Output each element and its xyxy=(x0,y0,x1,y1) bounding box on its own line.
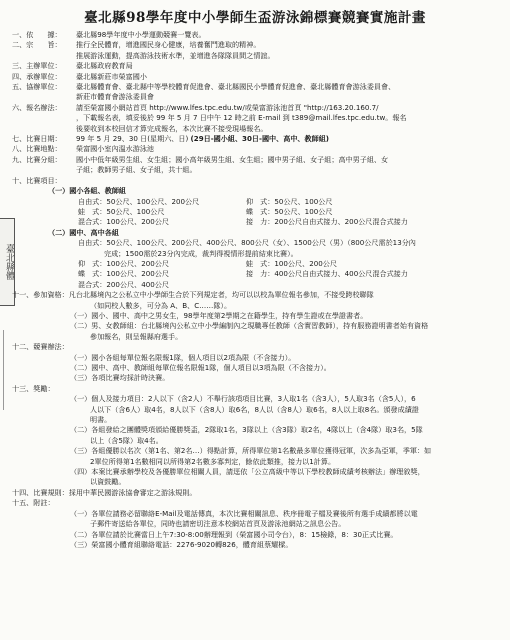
article-label: 七、比賽日期： xyxy=(12,134,62,144)
event-row xyxy=(12,197,504,207)
article-row xyxy=(12,113,504,123)
article-text xyxy=(76,51,504,61)
article-label: 一、依 據： xyxy=(12,30,62,39)
eligibility-sub: （二）男、女教師組：台北縣境內公私立中小學編制內之現職專任教師（含實習教師），持有服務證明書者始有資格 xyxy=(70,321,429,331)
article-row xyxy=(12,144,504,154)
document-title: 臺北縣98學年度中小學師生盃游泳錦標賽競賽實施計畫 xyxy=(84,10,426,26)
article-row xyxy=(12,51,504,61)
article-text xyxy=(76,134,504,144)
document-body xyxy=(12,30,504,550)
event-row xyxy=(12,207,504,217)
awards-label: 十三、獎勵： xyxy=(12,383,55,393)
article-text-body: 國小中低年級男生組、女生組；國小高年級男生組、女生組；國中男子組、女子組；高中男子組、女 xyxy=(76,154,389,164)
awards-sub: （一）個人及接力項目：2人以下（含2人）不舉行該項項目比賽，3人取1名（含3人），5人取3名（含5人），6 xyxy=(70,394,416,404)
regulation-label: 十四、比賽規則： xyxy=(12,487,69,497)
article-label: 六、報名辦法： xyxy=(12,102,62,112)
article-text-emphasis: (29日-國小組、30日-國中、高中、教師組) xyxy=(190,134,330,144)
article-text-body: 請至榮富國小網站首頁 http://www.lfes.tpc.edu.tw/或榮富游泳池首頁 "http://163.20.160.7/ xyxy=(76,102,379,112)
article-text xyxy=(76,176,504,186)
article-text-body: 推行全民體育，增進國民身心健康，培養奮鬥進取的精神。 xyxy=(76,40,261,50)
eligibility-text: 凡台北縣境內之公私立中小學師生合於下列規定者，均可以以校為單位報名參加，不接受跨校聯隊 xyxy=(68,290,374,300)
awards-sub: 2單位所得第1名數相同以所得第2名數多寡判定，餘依此類推，接力以1計算。 xyxy=(90,456,336,466)
rules-sub: （二）國中、高中、教師組每單位報名限報1隊，個人項目以3項為限（不含接力）。 xyxy=(70,363,331,372)
eligibility-sub: （一）國小、國中、高中之男女生，98學年度第2學期之在籍學生，持有學生證或在學證書者。 xyxy=(70,310,368,320)
article-text xyxy=(76,124,504,134)
side-stamp: 臺北縣體 xyxy=(0,218,15,306)
notes-sub: （三）榮富國小體育組聯絡電話：2276-9020轉826，體育組蔡耀樑。 xyxy=(70,539,293,549)
event-cell: 接 力：400公尺自由式接力、400公尺混合式接力 xyxy=(246,269,408,279)
awards-sub: 人以下（含6人）取4名，8人以下（含8人）取6名，8人以（含8人）取6名，8人以上取8名。頒發成績證 xyxy=(90,404,419,414)
article-list xyxy=(12,30,504,186)
article-row xyxy=(12,40,504,50)
article-text xyxy=(76,82,504,92)
event-cell: 混合式：100公尺、200公尺 xyxy=(78,217,169,227)
events-high-line: 自由式：50公尺、100公尺、200公尺、400公尺、800公尺（女）、1500公尺（男）（800公尺需於13分內 xyxy=(78,238,416,248)
article-label xyxy=(12,113,76,123)
article-text xyxy=(76,40,504,50)
rules-sub: （三）各項比賽均採計時決賽。 xyxy=(70,373,170,383)
article-row xyxy=(12,82,504,92)
events-elementary-heading: （一）國小各組、教師組 xyxy=(48,186,127,196)
article-row xyxy=(12,165,504,175)
article-label: 五、協辦單位： xyxy=(12,82,62,92)
awards-sub: （四）本案比賽承辦學校及各優勝單位相關人員，請逕依「公立高級中等以下學校教師成績考核辦法」辦理敘獎， xyxy=(70,467,425,477)
awards-sub: （二）各組發給之團體獎項頒給優勝獎盃，2隊取1名，3隊以上（含3隊）取2名，4隊以上（含4隊）取3名，5隊 xyxy=(70,425,423,435)
article-text-body: 99 年 5 月 29、30 日(星期六、日) xyxy=(76,134,191,144)
event-cell: 蝶 式：50公尺、100公尺 xyxy=(246,206,333,216)
awards-sub: 以上（含5隊）取4名。 xyxy=(90,435,163,445)
eligibility-cont: （如同校人數多，可分為 A、B、C……隊）。 xyxy=(90,300,232,310)
event-cell: 接 力：200公尺自由式接力、200公尺混合式接力 xyxy=(246,217,408,227)
article-text-body: 新莊市體育會游泳委員會 xyxy=(76,92,155,102)
events-high-table xyxy=(12,259,504,290)
event-row xyxy=(12,269,504,279)
event-cell xyxy=(246,280,504,290)
event-row xyxy=(12,280,504,290)
article-row xyxy=(12,155,504,165)
article-text xyxy=(76,155,504,165)
notes-label: 十五、附註： xyxy=(12,498,55,508)
article-label: 三、主辦單位： xyxy=(12,61,62,71)
article-row xyxy=(12,103,504,113)
article-row xyxy=(12,72,504,82)
article-text-body: 臺北縣體育會、臺北縣中等學校體育促進會、臺北縣國民小學體育促進會、臺北縣體育會游泳委員會、 xyxy=(76,82,396,92)
article-row xyxy=(12,176,504,186)
event-cell: 仰 式：50公尺、100公尺 xyxy=(246,196,333,206)
binding-margin-line xyxy=(3,330,4,410)
events-elementary-table xyxy=(12,197,504,228)
event-cell: 混合式：200公尺、400公尺 xyxy=(78,279,169,289)
article-text-body: 臺北縣新莊市榮富國小 xyxy=(76,71,147,81)
article-text xyxy=(76,61,504,71)
article-label xyxy=(12,51,76,61)
article-text-body: 臺北縣98學年度中小學運動競賽一覽表。 xyxy=(76,30,206,39)
article-text xyxy=(76,92,504,102)
article-row xyxy=(12,134,504,144)
article-text xyxy=(76,103,504,113)
regulation-section xyxy=(12,488,504,498)
article-text-body: ，下載報名表，填妥後於 99 年 5 月 7 日中午 12 時之前 E-mail 到 t389@mail.lfes.tpc.edu.tw。報名 xyxy=(76,113,407,123)
awards-sub: 明書。 xyxy=(90,415,112,425)
article-text xyxy=(76,113,504,123)
article-text-body: 推展游泳運動，提高游泳技術水準，並增進各隊隊員間之情誼。 xyxy=(76,50,275,60)
article-text-body: 子組；教師男子組、女子組，共十組。 xyxy=(76,165,197,175)
article-text xyxy=(76,30,504,40)
article-text xyxy=(76,165,504,175)
article-label: 八、比賽地點： xyxy=(12,144,62,154)
article-label: 九、比賽分組： xyxy=(12,154,62,164)
article-text xyxy=(76,72,504,82)
rules-label: 十二、競賽辦法： xyxy=(12,342,69,352)
article-label: 二、宗 旨： xyxy=(12,40,62,50)
eligibility-sub: 參加報名，則呈報縣府選手。 xyxy=(90,331,183,341)
event-row xyxy=(12,217,504,227)
event-cell: 蛙 式：50公尺、100公尺 xyxy=(78,206,165,216)
regulation-text: 採用中華民國游泳協會審定之游泳規則。 xyxy=(68,487,197,497)
article-label xyxy=(12,165,76,175)
article-row xyxy=(12,61,504,71)
notes-sub: 子郵件寄送給各單位，同時也請密切注意本校網站首頁及游泳池網站之訊息公告。 xyxy=(90,519,346,529)
article-text-body: 後要收到本校回信才算完成報名，本次比賽不接受現場報名。 xyxy=(76,123,268,133)
rules-sub: （一）國小各組每單位報名限報1隊，個人項目以2項為限（不含接力）。 xyxy=(70,352,296,362)
events-high-heading: （二）國中、高中各組 xyxy=(48,227,119,237)
events-high-line: 完成；1500需於23分內完成，裁判得視情形提前結束比賽）。 xyxy=(104,248,298,258)
article-label: 十、比賽項目： xyxy=(12,175,62,185)
event-cell: 蝶 式：100公尺、200公尺 xyxy=(78,269,169,279)
article-text-body: 臺北縣政府教育局 xyxy=(76,61,133,71)
awards-sub: 以資鼓勵。 xyxy=(90,477,126,487)
article-row xyxy=(12,30,504,40)
article-row xyxy=(12,124,504,134)
notes-sub: （一）各單位請務必留聯絡E-Mail及電話傳真，本次比賽相關訊息、秩序冊電子檔及賽後所有選手成績都將以電 xyxy=(70,508,418,518)
article-text xyxy=(76,144,504,154)
eligibility-label: 十一、參加資格： xyxy=(12,290,69,300)
article-row xyxy=(12,92,504,102)
event-cell: 仰 式：100公尺、200公尺 xyxy=(78,258,169,268)
awards-sub: （三）各組優勝以名次（第1名、第2名…）得點計算，所得單位第1名數最多單位獲得冠軍，次多為亞軍，季軍：如 xyxy=(70,446,432,456)
article-label: 四、承辦單位： xyxy=(12,71,62,81)
event-cell: 自由式：50公尺、100公尺、200公尺 xyxy=(78,196,200,206)
event-row xyxy=(12,259,504,269)
event-cell: 蛙 式：100公尺、200公尺 xyxy=(246,258,337,268)
article-text-body: 榮富國小室內溫水游泳池 xyxy=(76,144,155,154)
article-label xyxy=(12,124,76,134)
notes-sub: （二）各單位請於比賽當日上午7:30-8:00辦理報到（榮富國小司令台），8：15檢錄，8：30正式比賽。 xyxy=(70,529,398,539)
article-label xyxy=(12,92,76,102)
eligibility-section xyxy=(12,290,504,300)
